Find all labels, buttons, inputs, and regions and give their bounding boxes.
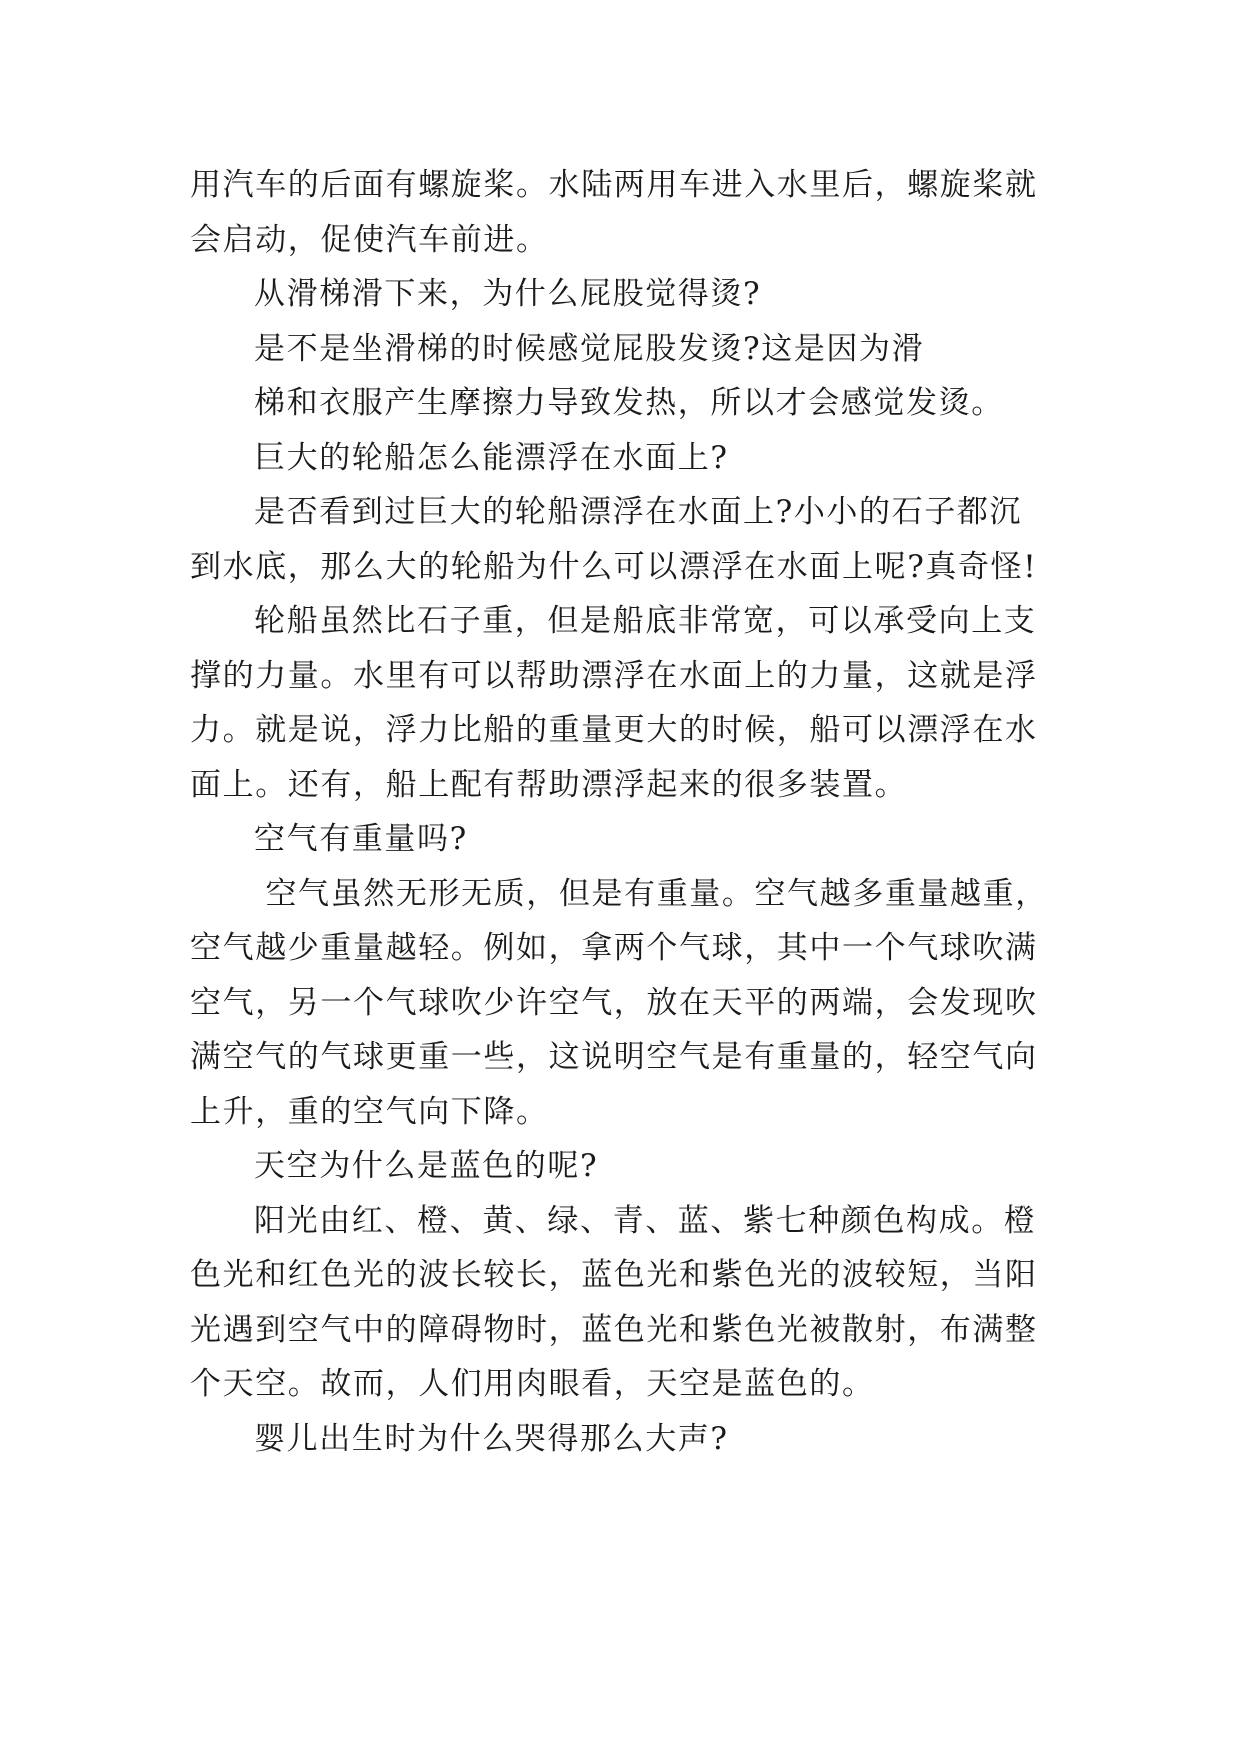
text-line: 个天空。故而，人们用肉眼看，天空是蓝色的。: [190, 1366, 875, 1402]
text-line: 上升，重的空气向下降。: [190, 1093, 549, 1130]
text-line: 梯和衣服产生摩擦力导致发热，所以才会感觉发烫。: [254, 385, 1004, 421]
question-heading: 婴儿出生时为什么哭得那么大声?: [254, 1420, 729, 1457]
question-heading: 空气有重量吗?: [254, 821, 468, 857]
text-line: 力。就是说，浮力比船的重量更大的时候，船可以漂浮在水: [190, 712, 1038, 748]
text-line: 会启动，促使汽车前进。: [190, 221, 549, 258]
text-line: 用汽车的后面有螺旋桨。水陆两用车进入水里后，螺旋桨就: [190, 167, 1038, 203]
text-line: 空气，另一个气球吹少许空气，放在天平的两端，会发现吹: [190, 984, 1038, 1021]
text-line: 满空气的气球更重一些，这说明空气是有重量的，轻空气向: [190, 1039, 1038, 1075]
question-heading: 从滑梯滑下来，为什么屁股觉得烫?: [254, 276, 762, 312]
question-heading: 天空为什么是蓝色的呢?: [254, 1148, 599, 1184]
text-line: 阳光由红、橙、黄、绿、青、蓝、紫七种颜色构成。橙: [254, 1202, 1037, 1239]
document-body: [190, 158, 1060, 1466]
question-heading: 巨大的轮船怎么能漂浮在水面上?: [254, 439, 729, 476]
text-line: 撑的力量。水里有可以帮助漂浮在水面上的力量，这就是浮: [190, 657, 1038, 694]
text-line: 光遇到空气中的障碍物时，蓝色光和紫色光被散射，布满整: [190, 1311, 1038, 1348]
text-line: 轮船虽然比石子重，但是船底非常宽，可以承受向上支: [254, 603, 1037, 639]
text-line: 是否看到过巨大的轮船漂浮在水面上?小小的石子都沉: [254, 494, 1023, 530]
text-line: 色光和红色光的波长较长，蓝色光和紫色光的波较短，当阳: [190, 1257, 1038, 1293]
text-line: 到水底，那么大的轮船为什么可以漂浮在水面上呢?真奇怪!: [190, 548, 1038, 585]
text-line: 空气越少重量越轻。例如，拿两个气球，其中一个气球吹满: [190, 930, 1038, 966]
text-line: 是不是坐滑梯的时候感觉屁股发烫?这是因为滑: [254, 330, 925, 367]
text-line: 空气虽然无形无质，但是有重量。空气越多重量越重，: [254, 875, 1048, 912]
text-line: 面上。还有，船上配有帮助漂浮起来的很多装置。: [190, 766, 908, 803]
